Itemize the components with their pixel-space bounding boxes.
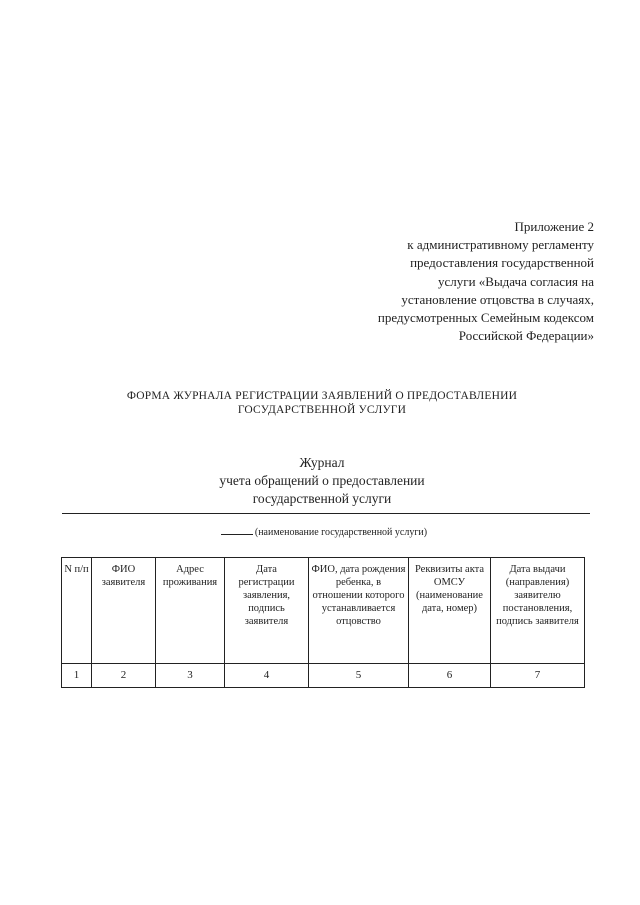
appendix-line: к административному регламенту: [407, 237, 594, 253]
header-cell-number: N п/п: [62, 558, 92, 664]
table-row: [62, 664, 585, 688]
appendix-line: услуги «Выдача согласия на: [437, 273, 594, 289]
appendix-block: [294, 218, 594, 345]
appendix-line: установление отцовства в случаях,: [401, 291, 594, 307]
form-title: [60, 389, 584, 417]
service-name-blank-line: [62, 513, 590, 514]
header-cell-registration-date: Дата регистрации заявления, подпись заявителя: [225, 558, 309, 664]
column-number-cell: 5: [309, 664, 409, 688]
column-number-cell: 6: [409, 664, 491, 688]
caption-blank-line: [221, 525, 253, 535]
journal-title: Журнал: [299, 455, 345, 470]
appendix-line: предоставления государственной: [410, 255, 594, 271]
header-cell-address: Адрес проживания: [156, 558, 225, 664]
journal-subtitle-line: государственной услуги: [252, 491, 392, 506]
table-header-row: [62, 558, 585, 664]
column-number-cell: 4: [225, 664, 309, 688]
column-number-cell: 2: [92, 664, 156, 688]
form-title-line: ФОРМА ЖУРНАЛА РЕГИСТРАЦИИ ЗАЯВЛЕНИЙ О ПРЕДОСТАВЛЕНИИ: [126, 390, 518, 402]
journal-subtitle-line: учета обращений о предоставлении: [219, 473, 425, 488]
header-cell-child-info: ФИО, дата рождения ребенка, в отношении которого устанавливается отцовство: [309, 558, 409, 664]
header-cell-applicant-name: ФИО заявителя: [92, 558, 156, 664]
service-name-caption: [60, 525, 588, 539]
form-title-line: ГОСУДАРСТВЕННОЙ УСЛУГИ: [237, 404, 407, 416]
header-cell-act-details: Реквизиты акта ОМСУ (наименование дата, номер): [409, 558, 491, 664]
appendix-line: Приложение 2: [514, 219, 594, 234]
appendix-line: Российской Федерации»: [458, 328, 594, 344]
journal-heading: [60, 454, 584, 508]
journal-table: [61, 557, 585, 688]
column-number-cell: 7: [491, 664, 585, 688]
caption-text: (наименование государственной услуги): [254, 527, 428, 538]
appendix-line: предусмотренных Семейным кодексом: [377, 310, 594, 326]
header-cell-issue-date: Дата выдачи (направления) заявителю постановления, подпись заявителя: [491, 558, 585, 664]
column-number-cell: 1: [62, 664, 92, 688]
column-number-cell: 3: [156, 664, 225, 688]
